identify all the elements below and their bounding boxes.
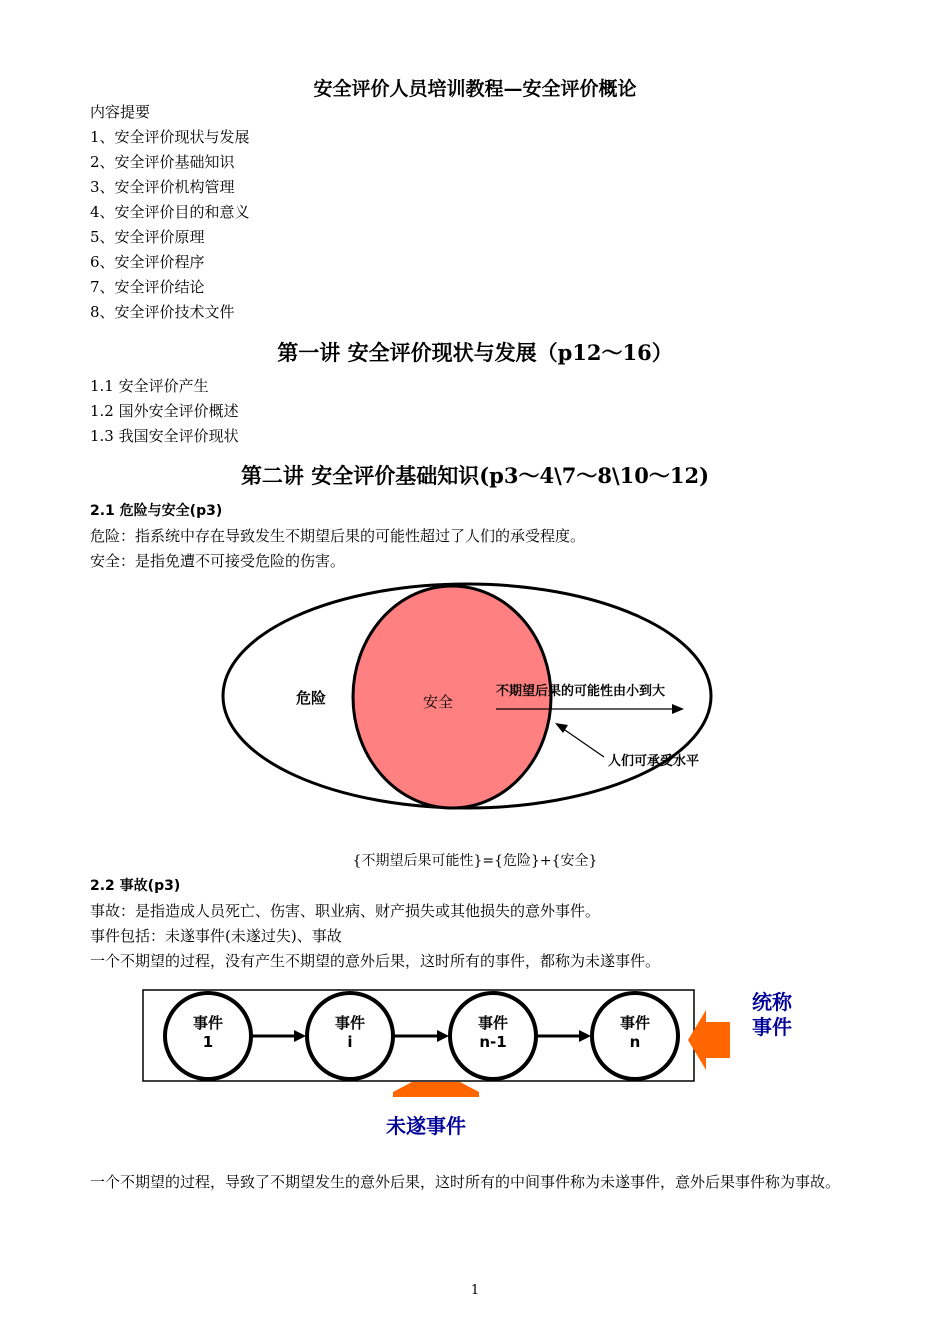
danger-definition: 危险：指系统中存在导致发生不期望后果的可能性超过了人们的承受程度。 <box>90 527 586 545</box>
accident-description: 一个不期望的过程，导致了不期望发生的意外后果，这时所有的中间事件称为未遂事件，意外后果事件称为事故。 <box>90 1173 841 1191</box>
summary-item: 3、安全评价机构管理 <box>90 178 235 196</box>
danger-label: 危险 <box>296 689 327 707</box>
near-miss-label: 未遂事件 <box>386 1114 466 1138</box>
summary-item: 7、安全评价结论 <box>90 278 205 296</box>
lecture2-title: 第二讲 安全评价基础知识(p3～4\7～8\10～12) <box>240 463 710 488</box>
safety-definition: 安全：是指免遭不可接受危险的伤害。 <box>90 552 346 570</box>
document-title: 安全评价人员培训教程—安全评价概论 <box>313 78 637 100</box>
all-events-label: 统称 <box>752 990 792 1014</box>
event-label: 事件 <box>192 1014 224 1032</box>
lecture1-item: 1.1 安全评价产生 <box>90 377 209 395</box>
arrow-label: 不期望后果的可能性由小到大 <box>496 684 666 699</box>
event-index: 1 <box>202 1033 214 1051</box>
acceptable-level-label: 人们可承受水平 <box>608 754 700 769</box>
lecture1-item: 1.3 我国安全评价现状 <box>90 427 239 445</box>
event-index: i <box>347 1033 353 1051</box>
near-miss-arrow <box>393 1082 479 1097</box>
event-chain-diagram <box>0 980 950 1150</box>
danger-safety-diagram <box>0 570 950 840</box>
safety-label: 安全 <box>423 693 454 711</box>
summary-item: 2、安全评价基础知识 <box>90 153 235 171</box>
page-number: 1 <box>470 1283 480 1298</box>
summary-heading: 内容提要 <box>90 103 151 121</box>
event-label: 事件 <box>334 1014 366 1032</box>
section-2-2-heading: 2.2 事故(p3) <box>90 878 181 894</box>
near-miss-description: 一个不期望的过程，没有产生不期望的意外后果，这时所有的事件，都称为未遂事件。 <box>90 952 661 970</box>
event-index: n-1 <box>479 1033 507 1051</box>
event-label: 事件 <box>619 1014 651 1032</box>
formula: {不期望后果可能性}={危险}+{安全} <box>352 853 598 869</box>
event-index: n <box>629 1033 641 1051</box>
lecture1-title: 第一讲 安全评价现状与发展（p12～16） <box>277 340 673 365</box>
section-2-1-heading: 2.1 危险与安全(p3) <box>90 503 223 519</box>
lecture1-item: 1.2 国外安全评价概述 <box>90 402 239 420</box>
accident-definition: 事故：是指造成人员死亡、伤害、职业病、财产损失或其他损失的意外事件。 <box>90 902 601 920</box>
summary-item: 4、安全评价目的和意义 <box>90 203 250 221</box>
summary-item: 8、安全评价技术文件 <box>90 303 235 321</box>
all-events-label: 事件 <box>752 1015 792 1039</box>
event-label: 事件 <box>477 1014 509 1032</box>
summary-item: 6、安全评价程序 <box>90 253 205 271</box>
event-types: 事件包括：未遂事件(未遂过失)、事故 <box>90 927 342 945</box>
summary-item: 5、安全评价原理 <box>90 228 205 246</box>
summary-item: 1、安全评价现状与发展 <box>90 128 250 146</box>
